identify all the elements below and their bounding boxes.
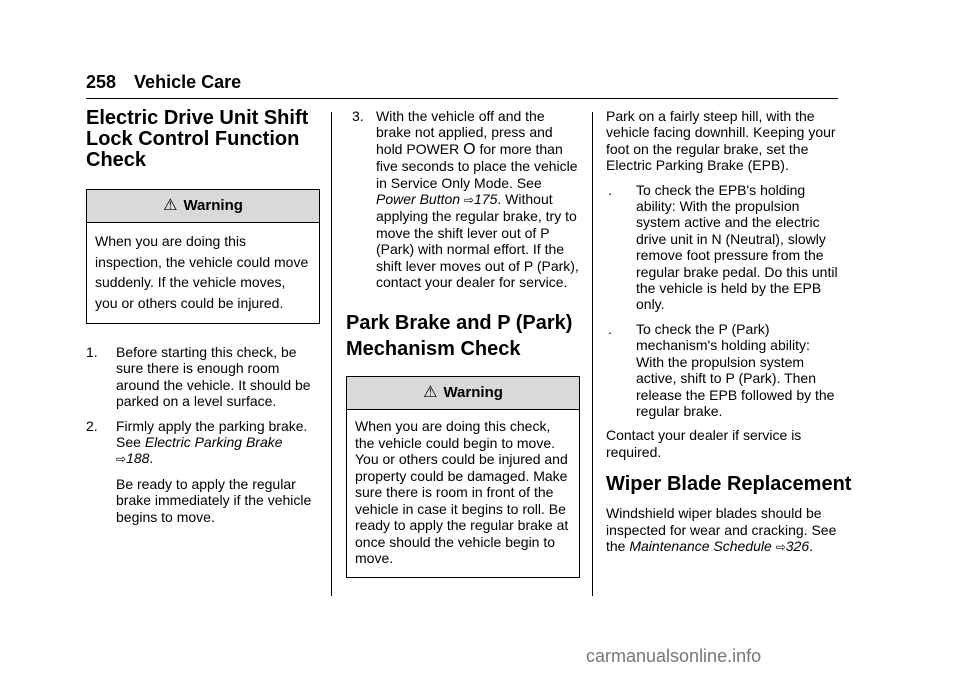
column-1 xyxy=(86,108,320,525)
step-number: 2. xyxy=(86,417,98,434)
column-3 xyxy=(606,108,852,555)
warning-text: When you are doing this check, the vehicle could begin to move. You or others could be injured and property could be damaged. Make sure there is room in front of the vehicle in case it begins to roll. Be ready to apply the regular brake at once should the vehicle begin to move. xyxy=(355,418,569,567)
step-2-follow: Be ready to apply the regular brake immediately if the vehicle begins to move. xyxy=(116,475,312,525)
power-icon: O xyxy=(463,140,476,158)
period: . xyxy=(809,537,813,554)
bullet-epb xyxy=(606,182,840,313)
bullet-park xyxy=(606,321,840,419)
column-2 xyxy=(346,108,580,578)
warning-icon: ⚠ xyxy=(423,384,438,402)
warning-box-2 xyxy=(346,376,580,578)
warning-title: Warning xyxy=(443,384,503,402)
page-ref[interactable]: 326 xyxy=(785,537,810,554)
electric-parking-brake-link[interactable]: Electric Parking Brake xyxy=(144,434,283,451)
step-text-c: . Without applying the regular brake, try to move the shift lever out of P (Park) with normal effort. If the shift lever moves out of P (Park), contact your dealer for service. xyxy=(376,191,579,291)
warning-box-1 xyxy=(86,189,320,324)
step-2 xyxy=(86,418,320,468)
wiper-body: Windshield wiper blades should be inspected for wear and cracking. See the xyxy=(606,505,837,554)
section-title: Vehicle Care xyxy=(134,72,242,92)
step-3 xyxy=(346,108,580,290)
contact-dealer-text: Contact your dealer if service is required. xyxy=(606,427,802,460)
column-divider-2 xyxy=(592,112,593,596)
bullet-text: To check the P (Park) mechanism's holding ability: With the propulsion system active, shift to P (Park). Then release the EPB followed by the regular brake. xyxy=(636,320,835,419)
power-button-link[interactable]: Power Button xyxy=(376,191,461,208)
bullet-mark: . xyxy=(608,320,612,337)
warning-text: When you are doing this inspection, the vehicle could move suddenly. If the vehicle moves, you or others could be injured. xyxy=(95,233,309,311)
shift-lock-heading: Electric Drive Unit Shift Lock Control Function Check xyxy=(86,107,309,171)
step-1 xyxy=(86,344,320,410)
column-divider-1 xyxy=(331,112,332,596)
wiper-heading: Wiper Blade Replacement xyxy=(606,473,852,496)
page-ref[interactable]: 188 xyxy=(126,450,150,467)
page-ref-arrow-icon: ⇨ xyxy=(775,539,786,554)
page-header xyxy=(86,72,241,93)
bullet-text: To check the EPB's holding ability: With the propulsion system active and the electric drive unit in N (Neutral), slowly remove foot pressure from the regular brake pedal. Do this until the vehicle is held by the EPB only. xyxy=(636,181,838,313)
warning-title: Warning xyxy=(183,197,243,214)
step-text-a: With the vehicle off and the brake not applied, press and hold POWER xyxy=(376,108,553,157)
warning-icon: ⚠ xyxy=(163,197,178,214)
step-number: 1. xyxy=(86,344,98,360)
watermark: carmanualsonline.info xyxy=(586,646,762,666)
step-text: Before starting this check, be sure there is enough room around the vehicle. It should be parked on a level surface. xyxy=(116,344,311,410)
step-number: 3. xyxy=(352,108,364,124)
period: . xyxy=(149,450,154,467)
page-ref-arrow-icon: ⇨ xyxy=(463,193,475,208)
park-brake-heading: Park Brake and P (Park) Mechanism Check xyxy=(346,312,573,361)
header-rule xyxy=(86,98,838,99)
page-number: 258 xyxy=(86,72,117,92)
step-text: Firmly apply the parking brake. See xyxy=(116,417,308,451)
maintenance-schedule-link[interactable]: Maintenance Schedule xyxy=(629,537,772,554)
warning-header xyxy=(347,377,579,410)
step-text-b: for more than five seconds to place the vehicle in Service Only Mode. See xyxy=(376,140,578,191)
hill-intro: Park on a fairly steep hill, with the vehicle facing downhill. Keeping your foot on the regular brake, set the Electric Parking Brake (EPB). xyxy=(606,108,836,174)
warning-header xyxy=(87,190,319,223)
bullet-mark: . xyxy=(608,181,612,198)
page-ref-arrow-icon: ⇨ xyxy=(116,452,127,467)
page-ref[interactable]: 175 xyxy=(474,191,498,208)
wiper-text xyxy=(606,505,840,555)
